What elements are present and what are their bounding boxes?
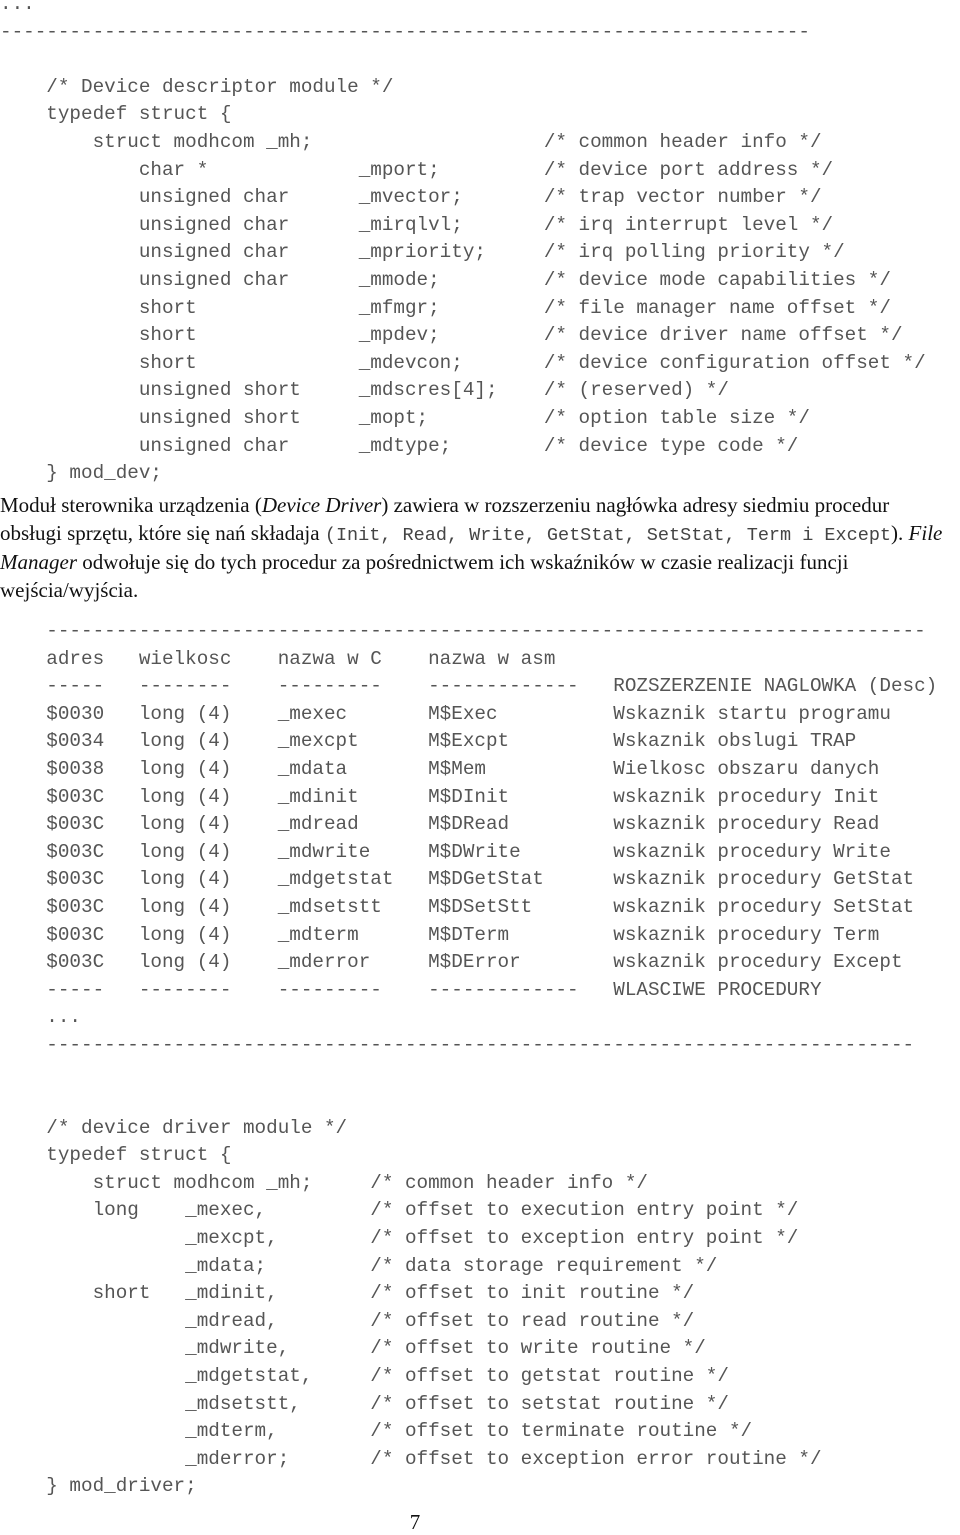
code-line <box>0 1087 937 1115</box>
code-line <box>0 1060 937 1088</box>
code-line: --------------------------------------------------------------------------- <box>0 1033 915 1056</box>
code-line: $003C long (4) _mdread M$DRead wskaznik procedury Read <box>0 813 880 836</box>
code-line: char * _mport; /* device port address */ <box>0 158 834 181</box>
code-line: short _mdinit, /* offset to init routine */ <box>0 1282 695 1305</box>
code-line: typedef struct { <box>0 1144 232 1167</box>
code-line: unsigned char _mirqlvl; /* irq interrupt level */ <box>0 213 834 236</box>
code-line: unsigned char _mvector; /* trap vector number */ <box>0 186 822 209</box>
code-line: ... <box>0 0 35 15</box>
code-line: /* Device descriptor module */ <box>0 75 394 98</box>
code-line: long _mexec, /* offset to execution entry point */ <box>0 1199 799 1222</box>
code-line: $0034 long (4) _mexcpt M$Excpt Wskaznik obslugi TRAP <box>0 730 857 753</box>
code-line: short _mpdev; /* device driver name offset */ <box>0 324 903 347</box>
code-line: $0030 long (4) _mexec M$Exec Wskaznik startu programu <box>0 702 891 725</box>
paragraph-text: ). <box>891 520 909 545</box>
code-line: _mdata; /* data storage requirement */ <box>0 1254 718 1277</box>
paragraph-text: Moduł sterownika urządzenia ( <box>0 493 262 517</box>
page-number: 7 <box>409 1510 421 1534</box>
code-line: unsigned char _mmode; /* device mode capabilities */ <box>0 268 891 291</box>
code-line: _mdgetstat, /* offset to getstat routine */ <box>0 1365 729 1388</box>
code-line: _mdterm, /* offset to terminate routine */ <box>0 1420 753 1443</box>
code-line: struct modhcom _mh; /* common header info */ <box>0 1171 648 1194</box>
code-line: $0038 long (4) _mdata M$Mem Wielkosc obszaru danych <box>0 757 880 780</box>
file-manager-term: File Manager <box>0 520 943 574</box>
device-descriptor-code-block <box>0 0 926 488</box>
code-line: _mdwrite, /* offset to write routine */ <box>0 1337 706 1360</box>
code-line: $003C long (4) _mdsetstt M$DSetStt wskaznik procedury SetStat <box>0 895 915 918</box>
code-line: $003C long (4) _mderror M$DError wskaznik procedury Except <box>0 951 903 974</box>
paragraph-text: ) zawiera w rozszerzeniu nagłówka adresy siedmiu procedur obsługi sprzętu, które się nań składaja <box>0 493 890 545</box>
code-line: ... <box>0 1006 81 1029</box>
code-line: _mderror; /* offset to exception error routine */ <box>0 1447 822 1470</box>
code-line: ----- -------- --------- ------------- WLASCIWE PROCEDURY <box>0 978 822 1001</box>
code-line: ---------------------------------------------------------------------------- <box>0 620 926 642</box>
device-driver-term: Device Driver <box>261 493 382 517</box>
driver-extension-table-code-block <box>0 618 937 1501</box>
code-line: typedef struct { <box>0 103 232 126</box>
code-line: short _mdevcon; /* device configuration offset */ <box>0 351 926 374</box>
code-line: struct modhcom _mh; /* common header info */ <box>0 130 822 153</box>
code-line: _mdread, /* offset to read routine */ <box>0 1309 695 1332</box>
code-line: } mod_driver; <box>0 1475 197 1498</box>
code-line: } mod_dev; <box>0 462 162 485</box>
code-line: $003C long (4) _mdinit M$DInit wskaznik procedury Init <box>0 785 880 808</box>
code-line: ---------------------------------------------------------------------- <box>0 20 810 43</box>
code-line: _mdsetstt, /* offset to setstat routine */ <box>0 1392 729 1415</box>
code-line: short _mfmgr; /* file manager name offset */ <box>0 296 891 319</box>
code-line: unsigned short _mopt; /* option table size */ <box>0 406 810 429</box>
code-line: unsigned char _mpriority; /* irq polling priority */ <box>0 241 845 264</box>
paragraph-text: odwołuje się do tych procedur za pośrednictwem ich wskaźników w czasie realizacji funcji wejścia/wyjścia. <box>0 550 849 602</box>
code-line: $003C long (4) _mdwrite M$DWrite wskaznik procedury Write <box>0 840 891 863</box>
code-line <box>0 46 926 74</box>
code-line: unsigned short _mdscres[4]; /* (reserved) */ <box>0 379 729 402</box>
code-line: $003C long (4) _mdgetstat M$DGetStat wskaznik procedury GetStat <box>0 868 915 891</box>
procedure-list: (Init, Read, Write, GetStat, SetStat, Term i Except <box>324 524 892 546</box>
code-line: ----- -------- --------- ------------- ROZSZERZENIE NAGLOWKA (Desc) <box>0 675 938 698</box>
code-line: unsigned char _mdtype; /* device type code */ <box>0 434 799 457</box>
driver-module-paragraph <box>0 492 952 604</box>
code-line: _mexcpt, /* offset to exception entry point */ <box>0 1227 799 1250</box>
code-line: /* device driver module */ <box>0 1116 348 1139</box>
code-line: adres wielkosc nazwa w C nazwa w asm <box>0 647 556 670</box>
code-line: $003C long (4) _mdterm M$DTerm wskaznik procedury Term <box>0 923 880 946</box>
